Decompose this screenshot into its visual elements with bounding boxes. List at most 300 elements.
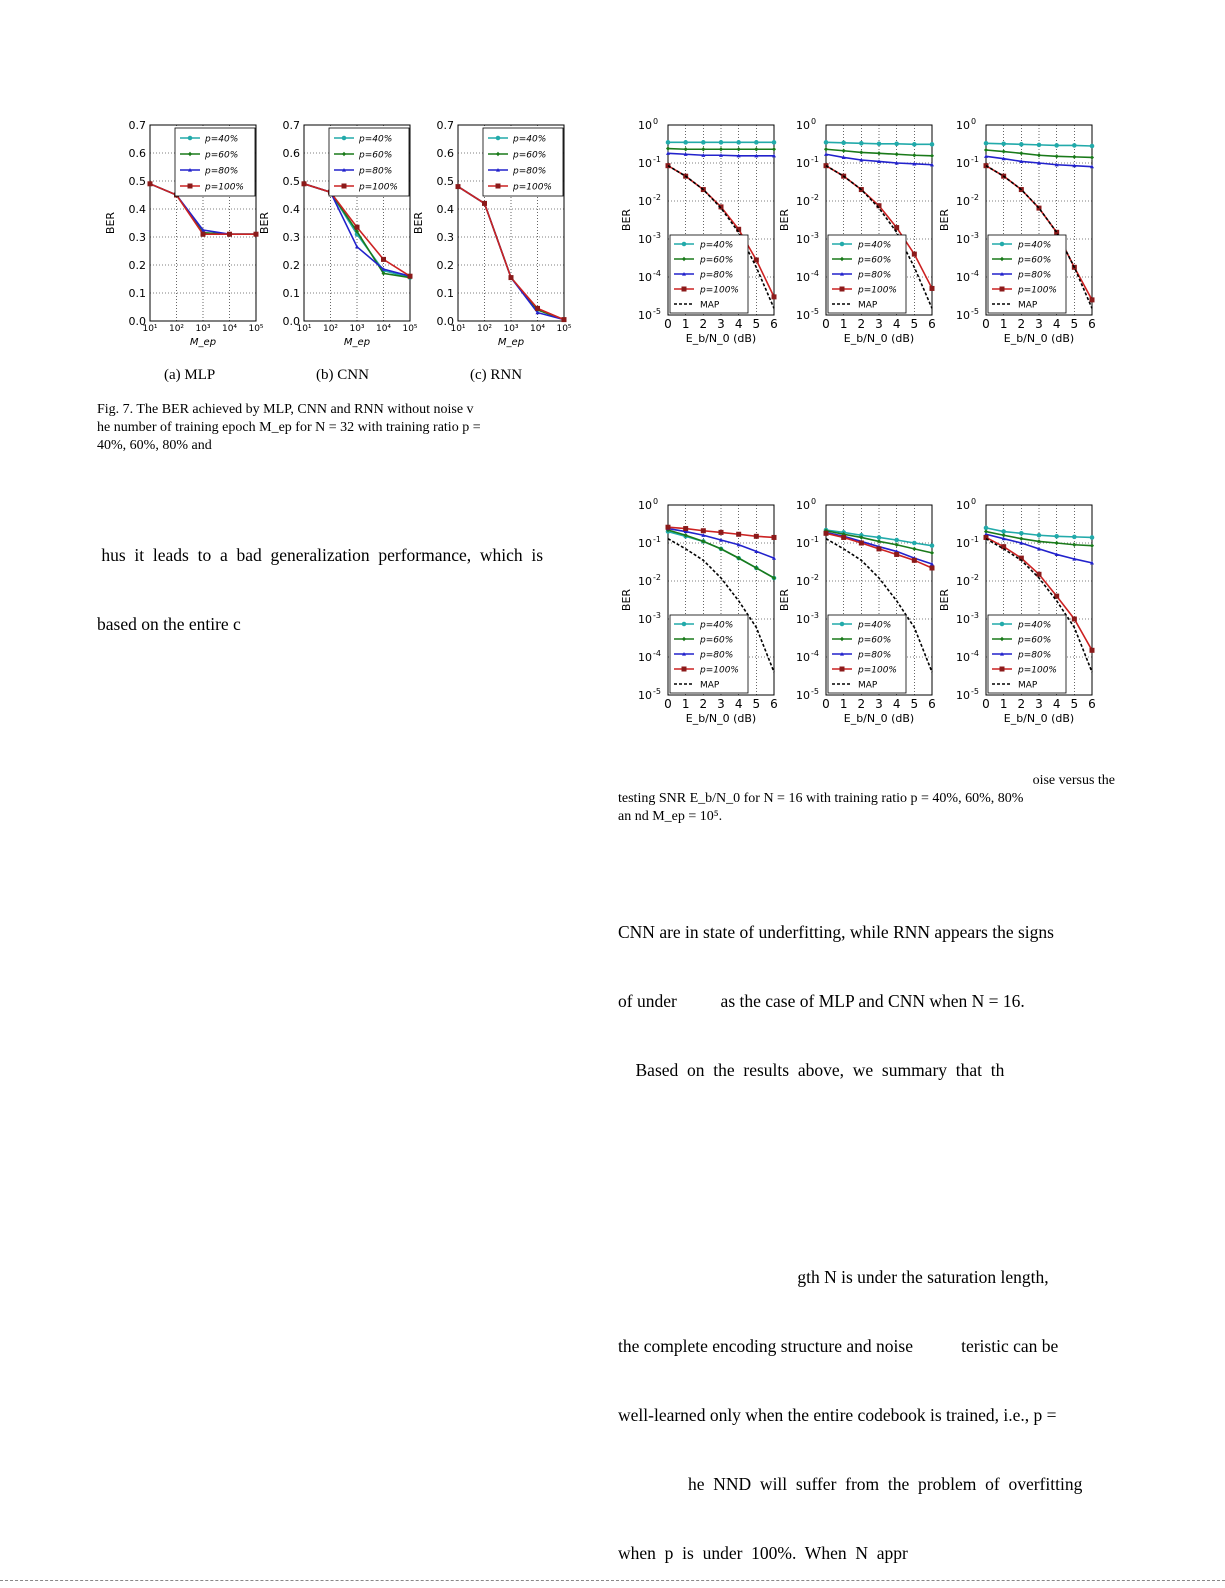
legend-label: p=40%: [513, 134, 547, 145]
data-point-p60: [859, 150, 863, 154]
x-tick-label: 3: [875, 697, 883, 711]
y-tick-label: 10: [638, 157, 652, 170]
data-point-p100: [1072, 617, 1076, 621]
legend-label: p=40%: [858, 620, 892, 631]
y-tick-exponent: 0: [811, 117, 817, 126]
y-tick-label: 10: [638, 575, 652, 588]
y-axis-label: BER: [104, 211, 117, 235]
legend-label: p=60%: [513, 150, 547, 161]
body-line: when p is under 100%. When N appr: [618, 1543, 908, 1563]
data-point-p100: [666, 525, 670, 529]
x-tick-label: 10³: [195, 324, 211, 334]
y-tick-label: 10: [796, 309, 810, 322]
data-point-p100: [228, 232, 232, 236]
legend-marker: [682, 667, 686, 671]
y-tick-label: 10: [956, 271, 970, 284]
ber-top-chart-2: [776, 110, 938, 350]
y-axis-label: BER: [620, 588, 633, 612]
x-tick-label: 1: [839, 697, 848, 711]
y-tick-label: 0.5: [436, 175, 454, 188]
body-line: [618, 1128, 1082, 1151]
x-tick-label: 5: [1070, 317, 1079, 331]
body-line: Based on the results above, we summary that th: [618, 1060, 1005, 1080]
data-point-p40: [1073, 144, 1077, 148]
body-line: [618, 1197, 1082, 1220]
x-tick-label: 1: [999, 317, 1008, 331]
x-tick-label: 5: [1070, 697, 1079, 711]
data-point-p40: [984, 141, 988, 145]
y-tick-exponent: -2: [811, 193, 819, 202]
legend-marker: [840, 667, 844, 671]
y-tick-exponent: -4: [653, 269, 661, 278]
data-point-p40: [877, 142, 881, 146]
legend-label: p=40%: [1018, 240, 1052, 251]
fig7-caption: [97, 401, 594, 455]
y-tick-exponent: -3: [811, 611, 819, 620]
y-tick-exponent: -1: [811, 155, 819, 164]
x-tick-label: 2: [857, 697, 866, 711]
data-point-p40: [984, 526, 988, 530]
legend-label: p=100%: [359, 182, 398, 193]
x-tick-label: 6: [770, 317, 778, 331]
y-tick-exponent: -4: [811, 269, 819, 278]
data-point-p100: [912, 252, 916, 256]
legend-marker: [1000, 287, 1004, 291]
x-tick-label: 10¹: [142, 324, 158, 334]
data-point-p60: [754, 147, 758, 151]
ber-bottom-chart-2: [776, 490, 938, 730]
y-tick-label: 10: [956, 499, 970, 512]
y-tick-label: 0.4: [282, 203, 300, 216]
data-point-p60: [930, 154, 934, 158]
x-tick-label: 4: [734, 697, 743, 711]
y-tick-label: 10: [638, 309, 652, 322]
data-point-p40: [824, 141, 828, 145]
y-tick-label: 0.0: [436, 315, 454, 328]
y-tick-exponent: -5: [653, 307, 661, 316]
y-tick-exponent: -2: [653, 193, 661, 202]
data-point-p60: [1090, 543, 1094, 547]
legend-label: p=80%: [1018, 650, 1052, 661]
y-tick-label: 10: [638, 537, 652, 550]
body-line: well-learned only when the entire codebook is trained, i.e., p =: [618, 1405, 1057, 1425]
data-point-p60: [1072, 155, 1076, 159]
y-tick-label: 10: [796, 613, 810, 626]
data-point-p40: [913, 143, 917, 147]
x-axis-label: E_b/N_0 (dB): [843, 332, 915, 345]
y-tick-label: 10: [638, 271, 652, 284]
ber-top-chart-3: [936, 110, 1098, 350]
legend-label: p=40%: [205, 134, 239, 145]
y-axis-label: BER: [938, 208, 951, 232]
data-point-p40: [1090, 144, 1094, 148]
y-tick-exponent: -1: [971, 155, 979, 164]
y-tick-label: 10: [638, 195, 652, 208]
x-axis-label: E_b/N_0 (dB): [685, 712, 757, 725]
x-axis-label: E_b/N_0 (dB): [1003, 332, 1075, 345]
body-text-right: [618, 875, 1082, 1588]
data-point-p40: [702, 141, 706, 145]
legend-label: p=60%: [1018, 635, 1052, 646]
y-axis-label: BER: [258, 211, 271, 235]
y-tick-label: 0.7: [436, 119, 454, 132]
legend-label: p=80%: [858, 650, 892, 661]
data-point-p40: [1037, 143, 1041, 147]
data-point-p60: [1090, 155, 1094, 159]
legend-marker: [840, 622, 844, 626]
legend-label: p=60%: [205, 150, 239, 161]
data-point-p60: [1055, 541, 1059, 545]
x-tick-label: 0: [982, 317, 990, 331]
x-tick-label: 10²: [476, 324, 493, 334]
data-point-p40: [895, 538, 899, 542]
y-tick-label: 10: [956, 689, 970, 702]
legend-marker: [342, 184, 346, 188]
x-tick-label: 4: [1052, 317, 1061, 331]
x-tick-label: 4: [892, 317, 901, 331]
legend-marker: [840, 242, 844, 246]
fig7-rnn-chart: [408, 110, 578, 360]
fig7-mlp-chart: [100, 110, 270, 360]
x-axis-label: E_b/N_0 (dB): [685, 332, 757, 345]
y-tick-exponent: -3: [971, 231, 979, 240]
data-point-p60: [895, 152, 899, 156]
y-tick-exponent: -5: [971, 687, 979, 696]
legend-label: MAP: [1018, 300, 1038, 311]
legend-label: p=60%: [1018, 255, 1052, 266]
legend-marker: [496, 136, 500, 140]
y-tick-exponent: -3: [811, 231, 819, 240]
data-point-p100: [895, 552, 899, 556]
y-tick-label: 10: [638, 119, 652, 132]
data-point-p40: [1090, 536, 1094, 540]
body-line: gth N is under the saturation length,: [618, 1267, 1049, 1287]
data-point-p100: [824, 531, 828, 535]
ber-top-chart-1: [618, 110, 780, 350]
data-point-p40: [737, 141, 741, 145]
y-tick-exponent: -5: [811, 307, 819, 316]
data-point-p60: [737, 147, 741, 151]
y-tick-label: 0.7: [282, 119, 300, 132]
data-point-p60: [930, 551, 934, 555]
y-tick-label: 0.0: [128, 315, 146, 328]
data-point-p40: [913, 541, 917, 545]
y-tick-exponent: -4: [971, 649, 979, 658]
y-tick-label: 0.7: [128, 119, 146, 132]
y-tick-exponent: -5: [971, 307, 979, 316]
legend-marker: [188, 136, 192, 140]
data-point-p40: [1055, 144, 1059, 148]
data-point-p40: [842, 141, 846, 145]
y-tick-exponent: -2: [811, 573, 819, 582]
data-point-p40: [895, 142, 899, 146]
x-tick-label: 5: [752, 697, 761, 711]
legend-label: p=100%: [1018, 665, 1057, 676]
x-tick-label: 10²: [168, 324, 185, 334]
data-point-p60: [877, 151, 881, 155]
data-point-p100: [1055, 594, 1059, 598]
data-point-p40: [1020, 531, 1024, 535]
legend-label: p=40%: [700, 620, 734, 631]
data-point-p60: [1019, 151, 1023, 155]
y-tick-exponent: 0: [971, 117, 977, 126]
data-point-p100: [1090, 648, 1094, 652]
data-point-p60: [1055, 154, 1059, 158]
data-point-p40: [1002, 142, 1006, 146]
legend-marker: [682, 622, 686, 626]
x-tick-label: 1: [999, 697, 1008, 711]
y-tick-exponent: -3: [971, 611, 979, 620]
x-tick-label: 0: [822, 317, 830, 331]
y-tick-label: 0.1: [436, 287, 454, 300]
x-tick-label: 1: [681, 317, 690, 331]
data-point-p100: [509, 276, 513, 280]
x-tick-label: 10⁵: [402, 324, 418, 334]
legend-marker: [1000, 622, 1004, 626]
x-tick-label: 10¹: [450, 324, 466, 334]
y-tick-label: 10: [956, 233, 970, 246]
data-point-p60: [701, 147, 705, 151]
x-tick-label: 2: [1017, 697, 1026, 711]
x-tick-label: 6: [928, 317, 936, 331]
y-tick-exponent: -5: [811, 687, 819, 696]
y-tick-exponent: 0: [653, 117, 659, 126]
data-point-p100: [148, 182, 152, 186]
y-tick-label: 10: [956, 157, 970, 170]
legend-label: p=60%: [700, 255, 734, 266]
legend-marker: [1000, 667, 1004, 671]
data-point-p100: [930, 566, 934, 570]
ber-caption-line: an nd M_ep = 10⁵.: [618, 809, 723, 824]
ber-caption: [618, 772, 1115, 826]
ber-caption-line: oise versus the: [1032, 773, 1115, 788]
fig7-caption-line: Fig. 7. The BER achieved by MLP, CNN and RNN without noise v: [97, 402, 474, 417]
y-tick-label: 0.6: [282, 147, 300, 160]
data-point-p100: [719, 530, 723, 534]
data-point-p40: [1002, 530, 1006, 534]
x-tick-label: 0: [982, 697, 990, 711]
y-tick-exponent: -1: [653, 535, 661, 544]
y-tick-label: 10: [796, 157, 810, 170]
data-point-p100: [1037, 572, 1041, 576]
data-point-p40: [1073, 535, 1077, 539]
y-tick-label: 10: [956, 537, 970, 550]
y-tick-label: 10: [956, 195, 970, 208]
data-point-p40: [666, 141, 670, 145]
x-axis-label: M_ep: [189, 337, 217, 348]
y-tick-exponent: -4: [971, 269, 979, 278]
fig7-sublabel-cnn: (b) CNN: [316, 367, 369, 383]
legend-marker: [188, 184, 192, 188]
data-point-p100: [355, 225, 359, 229]
x-tick-label: 10²: [322, 324, 339, 334]
data-point-p100: [754, 534, 758, 538]
x-axis-label: E_b/N_0 (dB): [1003, 712, 1075, 725]
data-point-p60: [912, 547, 916, 551]
data-point-p40: [1020, 143, 1024, 147]
fig7-sublabel-rnn: (c) RNN: [470, 367, 523, 383]
y-tick-exponent: -1: [653, 155, 661, 164]
y-tick-exponent: 0: [653, 497, 659, 506]
legend-label: MAP: [700, 300, 720, 311]
ber-bottom-chart-1: [618, 490, 780, 730]
data-point-p40: [755, 141, 759, 145]
y-tick-label: 10: [956, 651, 970, 664]
body-line: the complete encoding structure and noise teristic can be: [618, 1336, 1059, 1356]
x-tick-label: 2: [699, 317, 708, 331]
x-tick-label: 10³: [503, 324, 519, 334]
data-point-p40: [860, 141, 864, 145]
x-tick-label: 3: [717, 317, 725, 331]
data-point-p60: [1037, 153, 1041, 157]
x-tick-label: 10¹: [296, 324, 312, 334]
legend-marker: [1000, 242, 1004, 246]
fig7-cnn-chart: [254, 110, 424, 360]
y-tick-label: 10: [796, 119, 810, 132]
body-line: based on the entire c: [97, 614, 241, 634]
legend-marker: [496, 184, 500, 188]
fig7-sublabel-mlp: (a) MLP: [164, 367, 216, 383]
y-tick-exponent: -4: [653, 649, 661, 658]
x-tick-label: 3: [1035, 697, 1043, 711]
x-tick-label: 5: [752, 317, 761, 331]
y-tick-label: 10: [638, 651, 652, 664]
data-point-p100: [536, 306, 540, 310]
legend-label: MAP: [858, 300, 878, 311]
legend-label: p=100%: [700, 285, 739, 296]
x-axis-label: M_ep: [497, 337, 525, 348]
x-tick-label: 1: [839, 317, 848, 331]
legend-marker: [342, 136, 346, 140]
data-point-p100: [754, 258, 758, 262]
legend-label: p=80%: [700, 270, 734, 281]
x-tick-label: 0: [664, 697, 672, 711]
data-point-p40: [719, 141, 723, 145]
y-tick-label: 10: [796, 651, 810, 664]
legend-label: p=60%: [858, 635, 892, 646]
data-point-p100: [562, 318, 566, 322]
y-tick-label: 10: [796, 537, 810, 550]
data-point-p40: [877, 536, 881, 540]
y-tick-exponent: -2: [971, 193, 979, 202]
data-point-p100: [302, 182, 306, 186]
x-tick-label: 2: [699, 697, 708, 711]
legend-label: p=40%: [1018, 620, 1052, 631]
page-bottom-rule: [0, 1580, 1225, 1581]
data-point-p100: [912, 558, 916, 562]
y-tick-label: 0.3: [436, 231, 454, 244]
legend-label: p=60%: [359, 150, 393, 161]
legend-label: p=100%: [700, 665, 739, 676]
y-tick-label: 0.2: [282, 259, 300, 272]
x-tick-label: 10³: [349, 324, 365, 334]
y-tick-label: 0.3: [128, 231, 146, 244]
y-tick-exponent: 0: [811, 497, 817, 506]
y-tick-label: 10: [638, 499, 652, 512]
data-point-p60: [1072, 543, 1076, 547]
data-point-p40: [684, 141, 688, 145]
x-tick-label: 10⁵: [248, 324, 264, 334]
y-axis-label: BER: [778, 208, 791, 232]
data-point-p60: [1002, 149, 1006, 153]
x-tick-label: 4: [892, 697, 901, 711]
legend-label: p=100%: [205, 182, 244, 193]
legend-marker: [682, 242, 686, 246]
y-tick-label: 10: [638, 689, 652, 702]
y-tick-label: 0.4: [128, 203, 146, 216]
data-point-p40: [1055, 535, 1059, 539]
y-axis-label: BER: [620, 208, 633, 232]
data-point-p100: [895, 226, 899, 230]
x-tick-label: 4: [1052, 697, 1061, 711]
x-tick-label: 10⁴: [529, 324, 546, 334]
legend-label: p=80%: [1018, 270, 1052, 281]
x-tick-label: 10⁵: [556, 324, 572, 334]
y-tick-label: 0.1: [282, 287, 300, 300]
y-tick-label: 0.5: [128, 175, 146, 188]
x-axis-label: E_b/N_0 (dB): [843, 712, 915, 725]
data-point-p60: [984, 148, 988, 152]
y-tick-label: 10: [796, 499, 810, 512]
legend-label: p=40%: [700, 240, 734, 251]
legend-label: p=100%: [858, 665, 897, 676]
legend-label: p=40%: [359, 134, 393, 145]
x-tick-label: 6: [1088, 317, 1096, 331]
y-tick-label: 10: [796, 233, 810, 246]
data-point-p60: [912, 153, 916, 157]
data-point-p100: [701, 529, 705, 533]
y-tick-exponent: -4: [811, 649, 819, 658]
legend-label: p=40%: [858, 240, 892, 251]
data-point-p100: [859, 541, 863, 545]
ber-caption-line: testing SNR E_b/N_0 for N = 16 with training ratio p = 40%, 60%, 80%: [618, 791, 1024, 806]
x-tick-label: 0: [664, 317, 672, 331]
body-line: he NND will suffer from the problem of overfitting: [618, 1474, 1083, 1494]
data-point-p40: [930, 544, 934, 548]
legend-label: p=100%: [1018, 285, 1057, 296]
data-point-p60: [684, 147, 688, 151]
legend-label: p=80%: [513, 166, 547, 177]
y-tick-label: 10: [796, 689, 810, 702]
y-tick-label: 0.1: [128, 287, 146, 300]
y-tick-exponent: -3: [653, 231, 661, 240]
x-tick-label: 5: [910, 317, 919, 331]
data-point-p60: [666, 146, 670, 150]
data-point-p100: [842, 535, 846, 539]
x-tick-label: 3: [1035, 317, 1043, 331]
body-line: of under as the case of MLP and CNN when N = 16.: [618, 991, 1025, 1011]
y-tick-exponent: -1: [971, 535, 979, 544]
y-axis-label: BER: [938, 588, 951, 612]
data-point-p60: [719, 147, 723, 151]
data-point-p60: [1019, 536, 1023, 540]
y-tick-label: 10: [956, 309, 970, 322]
data-point-p100: [1090, 298, 1094, 302]
data-point-p40: [1037, 533, 1041, 537]
data-point-p100: [684, 527, 688, 531]
y-tick-exponent: -3: [653, 611, 661, 620]
x-tick-label: 1: [681, 697, 690, 711]
y-tick-label: 10: [638, 233, 652, 246]
legend-label: p=80%: [700, 650, 734, 661]
legend-label: p=80%: [359, 166, 393, 177]
x-tick-label: 4: [734, 317, 743, 331]
data-point-p40: [930, 143, 934, 147]
x-tick-label: 3: [717, 697, 725, 711]
legend-marker: [682, 287, 686, 291]
x-tick-label: 2: [1017, 317, 1026, 331]
data-point-p100: [737, 532, 741, 536]
